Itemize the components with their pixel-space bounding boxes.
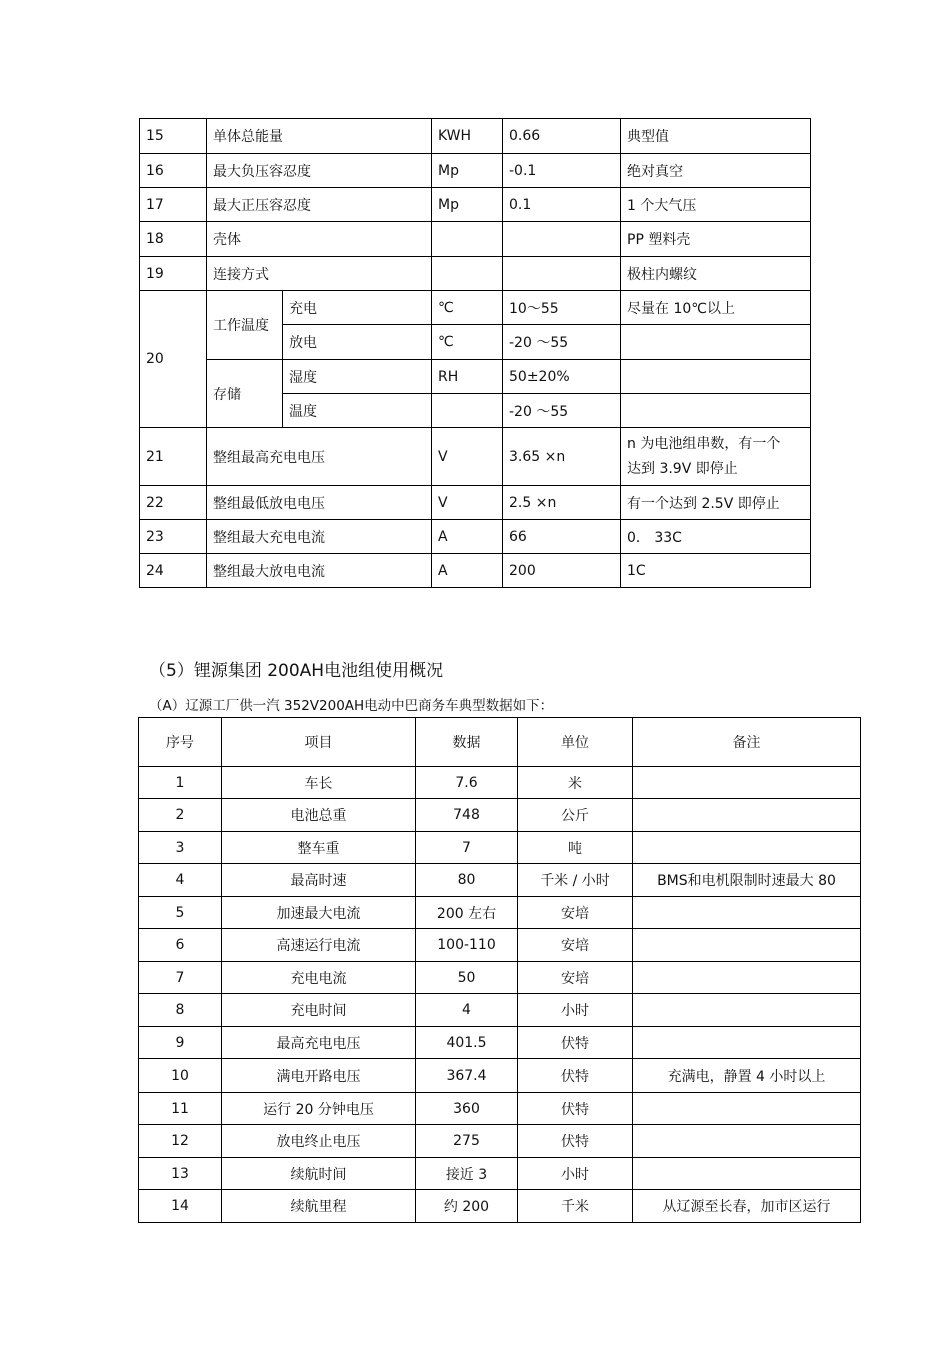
table-row	[139, 832, 861, 864]
item-name: 连接方式	[207, 257, 432, 291]
vehicle-usage-table	[138, 717, 861, 1223]
unit-cell: RH	[432, 360, 503, 394]
note-cell	[633, 994, 861, 1027]
unit-cell: 安培	[518, 897, 633, 929]
note-line: 达到 3.9V 即停止	[627, 460, 738, 477]
note-line: n 为电池组串数，有一个	[627, 435, 781, 452]
note-cell	[633, 1158, 861, 1190]
note-cell	[633, 897, 861, 929]
note-cell: 极柱内螺纹	[621, 257, 811, 291]
table-row	[140, 486, 811, 520]
value-cell: -0.1	[503, 154, 621, 188]
row-number: 4	[139, 864, 222, 897]
table-row	[139, 1059, 861, 1093]
row-number: 15	[140, 119, 207, 154]
table-row	[139, 1190, 861, 1223]
table-row	[139, 897, 861, 929]
data-cell: 367.4	[416, 1059, 518, 1093]
row-number: 13	[139, 1158, 222, 1190]
note-cell: BMS和电机限制时速最大 80	[633, 864, 861, 897]
unit-cell: 千米	[518, 1190, 633, 1223]
row-number: 5	[139, 897, 222, 929]
table-row	[139, 1125, 861, 1158]
row-number: 22	[140, 486, 207, 520]
note-cell: 充满电，静置 4 小时以上	[633, 1059, 861, 1093]
note-cell	[633, 832, 861, 864]
data-cell: 200 左右	[416, 897, 518, 929]
data-cell: 4	[416, 994, 518, 1027]
row-number: 19	[140, 257, 207, 291]
header-note: 备注	[633, 718, 861, 767]
unit-cell: A	[432, 554, 503, 588]
row-number: 17	[140, 188, 207, 222]
table-row	[139, 1158, 861, 1190]
row-number: 23	[140, 520, 207, 554]
data-cell: 275	[416, 1125, 518, 1158]
note-cell	[633, 929, 861, 962]
table-row	[140, 428, 811, 486]
note-cell: 1 个大气压	[621, 188, 811, 222]
row-number: 16	[140, 154, 207, 188]
unit-cell: 公斤	[518, 799, 633, 832]
value-cell: -20 ～55	[503, 394, 621, 428]
data-cell: 748	[416, 799, 518, 832]
item-name: 车长	[222, 767, 416, 799]
value-cell: 2.5 ×n	[503, 486, 621, 520]
item-name: 最大正压容忍度	[207, 188, 432, 222]
note-cell: 尽量在 10℃以上	[621, 291, 811, 325]
unit-cell: 伏特	[518, 1125, 633, 1158]
table-row	[140, 291, 811, 325]
row-number: 1	[139, 767, 222, 799]
item-name: 壳体	[207, 222, 432, 257]
table-row	[139, 767, 861, 799]
table-row	[140, 520, 811, 554]
value-cell: 0.66	[503, 119, 621, 154]
row-number: 3	[139, 832, 222, 864]
header-data: 数据	[416, 718, 518, 767]
value-cell: 10～55	[503, 291, 621, 325]
unit-cell: Mp	[432, 188, 503, 222]
note-cell: 0． 33C	[621, 520, 811, 554]
item-name: 整组最高充电电压	[207, 428, 432, 486]
value-cell: 200	[503, 554, 621, 588]
item-name: 整组最大充电电流	[207, 520, 432, 554]
note-cell	[633, 962, 861, 994]
section-subtitle: （A）辽源工厂供一汽 352V200AH电动中巴商务车典型数据如下：	[149, 698, 554, 714]
unit-cell: 小时	[518, 1158, 633, 1190]
header-unit: 单位	[518, 718, 633, 767]
data-cell: 约 200	[416, 1190, 518, 1223]
unit-cell	[432, 394, 503, 428]
item-name: 续航里程	[222, 1190, 416, 1223]
unit-cell: KWH	[432, 119, 503, 154]
unit-cell: Mp	[432, 154, 503, 188]
row-number: 9	[139, 1027, 222, 1059]
item-name: 加速最大电流	[222, 897, 416, 929]
row-number: 18	[140, 222, 207, 257]
item-name: 满电开路电压	[222, 1059, 416, 1093]
row-number: 21	[140, 428, 207, 486]
note-cell	[633, 1093, 861, 1125]
table-row	[140, 188, 811, 222]
unit-cell: ℃	[432, 291, 503, 325]
table-row	[140, 154, 811, 188]
unit-cell: 安培	[518, 929, 633, 962]
header-item: 项目	[222, 718, 416, 767]
table-row	[139, 1093, 861, 1125]
table-row	[139, 962, 861, 994]
row-number: 14	[139, 1190, 222, 1223]
table-row	[139, 929, 861, 962]
item-name: 整组最低放电电压	[207, 486, 432, 520]
note-cell: 1C	[621, 554, 811, 588]
sub-item: 放电	[283, 325, 432, 360]
table-row	[140, 119, 811, 154]
note-cell: 有一个达到 2.5V 即停止	[621, 486, 811, 520]
data-cell: 401.5	[416, 1027, 518, 1059]
row-number: 6	[139, 929, 222, 962]
item-name: 整组最大放电电流	[207, 554, 432, 588]
note-cell: 从辽源至长春，加市区运行	[633, 1190, 861, 1223]
data-cell: 7	[416, 832, 518, 864]
battery-spec-table	[139, 118, 811, 588]
item-name: 最高充电电压	[222, 1027, 416, 1059]
sub-item: 充电	[283, 291, 432, 325]
value-cell: 66	[503, 520, 621, 554]
note-cell	[621, 360, 811, 394]
item-name: 最大负压容忍度	[207, 154, 432, 188]
item-name: 续航时间	[222, 1158, 416, 1190]
unit-cell: 吨	[518, 832, 633, 864]
note-cell: 典型值	[621, 119, 811, 154]
note-cell	[633, 767, 861, 799]
unit-cell	[432, 257, 503, 291]
value-cell: 50±20%	[503, 360, 621, 394]
value-cell: 3.65 ×n	[503, 428, 621, 486]
item-name: 电池总重	[222, 799, 416, 832]
item-name: 充电时间	[222, 994, 416, 1027]
note-cell: PP 塑料壳	[621, 222, 811, 257]
section-title: （5）锂源集团 200AH电池组使用概况	[149, 661, 444, 681]
unit-cell: V	[432, 486, 503, 520]
value-cell: 0.1	[503, 188, 621, 222]
table-row	[139, 1027, 861, 1059]
unit-cell: 伏特	[518, 1093, 633, 1125]
row-number: 12	[139, 1125, 222, 1158]
value-cell: -20 ～55	[503, 325, 621, 360]
item-name: 整车重	[222, 832, 416, 864]
item-name: 放电终止电压	[222, 1125, 416, 1158]
note-cell: 绝对真空	[621, 154, 811, 188]
unit-cell: ℃	[432, 325, 503, 360]
unit-cell: A	[432, 520, 503, 554]
item-name: 充电电流	[222, 962, 416, 994]
note-cell	[633, 1125, 861, 1158]
group-label-working-temperature: 工作温度	[207, 291, 283, 360]
unit-cell	[432, 222, 503, 257]
value-cell	[503, 222, 621, 257]
table-row	[139, 799, 861, 832]
data-cell: 接近 3	[416, 1158, 518, 1190]
data-cell: 7.6	[416, 767, 518, 799]
table-row	[140, 554, 811, 588]
table-header-row	[139, 718, 861, 767]
group-label-storage: 存储	[207, 360, 283, 428]
table-row	[139, 864, 861, 897]
header-no: 序号	[139, 718, 222, 767]
unit-cell: 安培	[518, 962, 633, 994]
data-cell: 100-110	[416, 929, 518, 962]
item-name: 单体总能量	[207, 119, 432, 154]
row-number: 10	[139, 1059, 222, 1093]
item-name: 运行 20 分钟电压	[222, 1093, 416, 1125]
table-row	[140, 257, 811, 291]
unit-cell: 千米 / 小时	[518, 864, 633, 897]
row-number: 24	[140, 554, 207, 588]
table-row	[140, 360, 811, 394]
value-cell	[503, 257, 621, 291]
unit-cell: 伏特	[518, 1027, 633, 1059]
note-cell	[621, 428, 811, 486]
item-name: 最高时速	[222, 864, 416, 897]
unit-cell: 米	[518, 767, 633, 799]
unit-cell: 小时	[518, 994, 633, 1027]
row-number: 7	[139, 962, 222, 994]
row-number: 11	[139, 1093, 222, 1125]
sub-item: 湿度	[283, 360, 432, 394]
unit-cell: V	[432, 428, 503, 486]
note-cell	[621, 394, 811, 428]
row-number: 2	[139, 799, 222, 832]
unit-cell: 伏特	[518, 1059, 633, 1093]
table-row	[139, 994, 861, 1027]
note-cell	[633, 1027, 861, 1059]
sub-item: 温度	[283, 394, 432, 428]
note-cell	[621, 325, 811, 360]
row-number: 8	[139, 994, 222, 1027]
note-cell	[633, 799, 861, 832]
table-row	[140, 222, 811, 257]
data-cell: 50	[416, 962, 518, 994]
row-number: 20	[140, 291, 207, 428]
item-name: 高速运行电流	[222, 929, 416, 962]
data-cell: 80	[416, 864, 518, 897]
data-cell: 360	[416, 1093, 518, 1125]
